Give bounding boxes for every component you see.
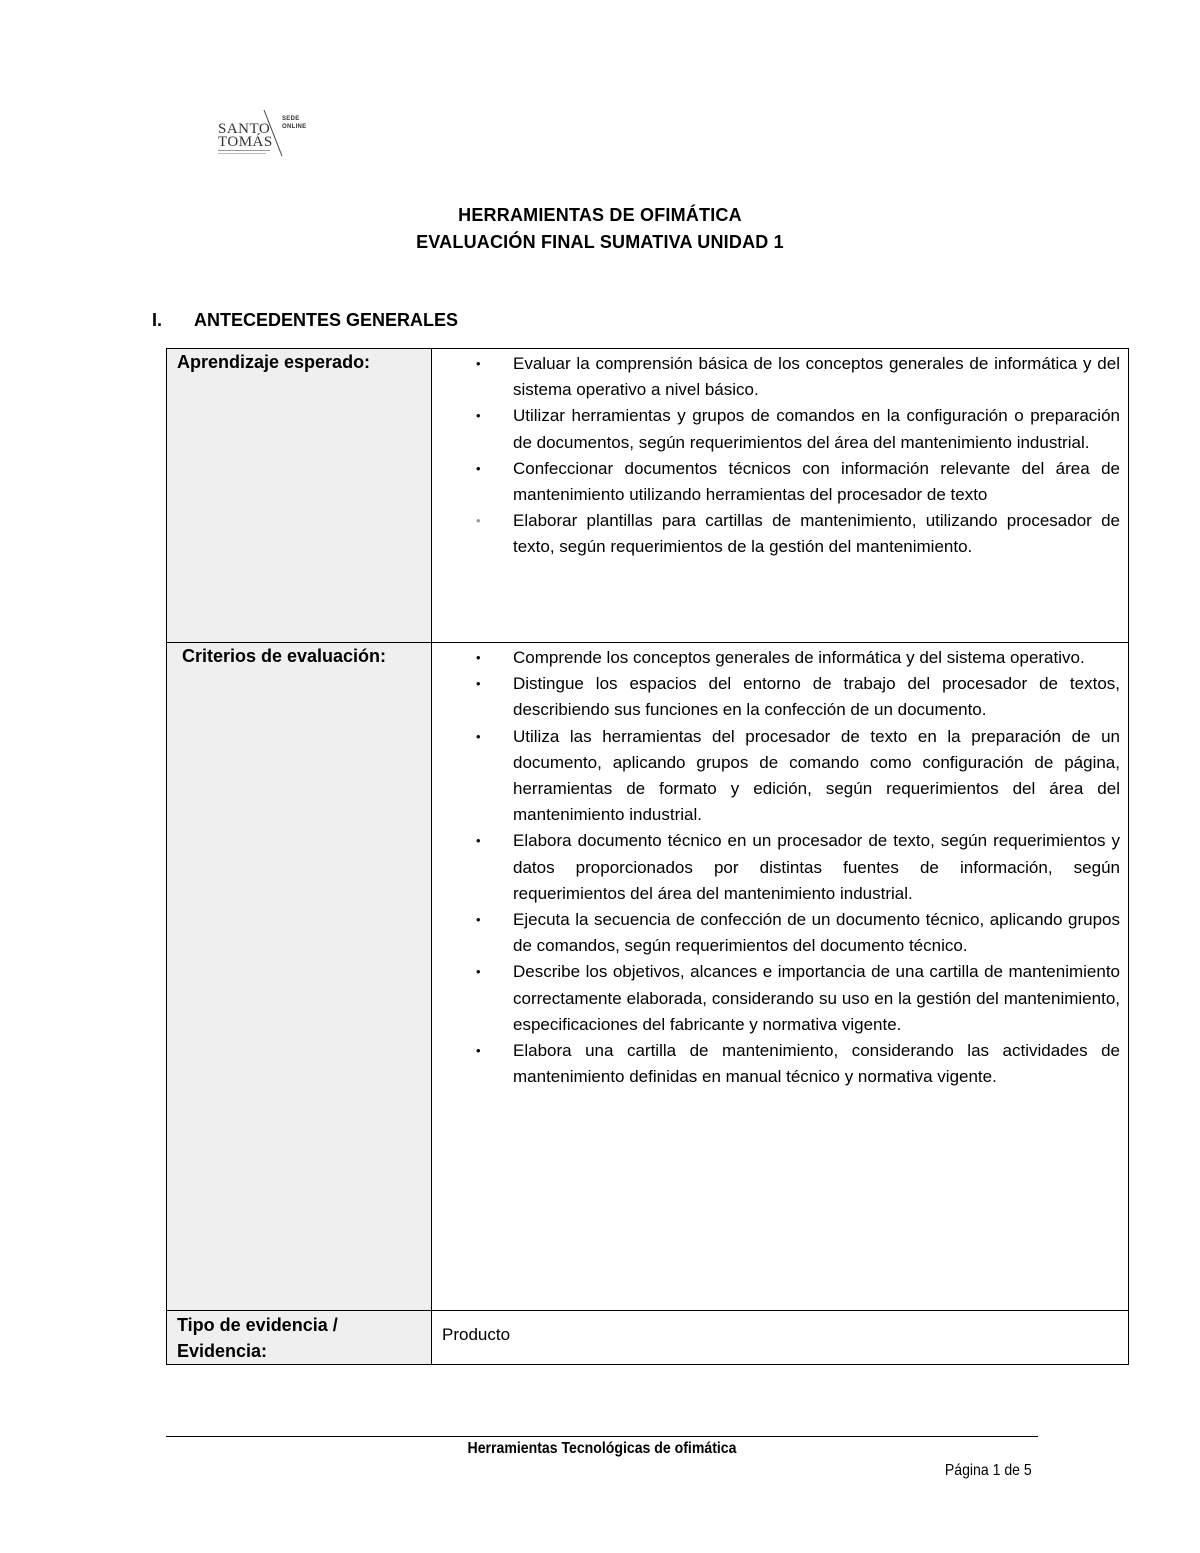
label-criterios: Criterios de evaluación: xyxy=(167,643,432,1311)
value-evidencia: Producto xyxy=(432,1311,1129,1365)
section-number: I. xyxy=(152,310,163,330)
bullet-icon: • xyxy=(476,833,481,849)
bullet-icon: • xyxy=(476,650,481,665)
institution-logo xyxy=(218,108,318,160)
list-item: • Elabora documento técnico en un procesador de texto, según requerimientos y datos proporcionados por distintas fuentes de información, según requerimientos del área del mantenimiento industrial. xyxy=(432,828,1120,907)
general-info-table xyxy=(166,348,1129,1365)
logo-sede-line2: ONLINE xyxy=(282,124,307,130)
bullet-icon: • xyxy=(476,676,481,692)
section-title: ANTECEDENTES GENERALES xyxy=(194,310,459,330)
aprendizaje-list xyxy=(432,351,1120,561)
list-item: • Utilizar herramientas y grupos de comandos en la configuración o preparación de documentos, según requerimientos del área del mantenimiento industrial. xyxy=(432,403,1120,455)
list-item: • Distingue los espacios del entorno de trabajo del procesador de textos, describiendo sus funciones en la confección de un documento. xyxy=(432,671,1120,723)
list-item: • Comprende los conceptos generales de informática y del sistema operativo. xyxy=(432,645,1120,671)
list-item: • Evaluar la comprensión básica de los conceptos generales de informática y del sistema operativo a nivel básico. xyxy=(432,351,1120,403)
content-aprendizaje xyxy=(432,349,1129,643)
bullet-icon: • xyxy=(476,460,481,476)
list-item: • Ejecuta la secuencia de confección de un documento técnico, aplicando grupos de comandos, según requerimientos del documento técnico. xyxy=(432,907,1120,959)
label-evidencia: Tipo de evidencia / Evidencia: xyxy=(167,1311,432,1365)
criterios-list xyxy=(432,645,1120,1090)
content-criterios xyxy=(432,643,1129,1311)
row-criterios xyxy=(167,643,1129,1311)
footer-divider xyxy=(166,1436,1038,1437)
list-item: • Elabora una cartilla de mantenimiento, considerando las actividades de mantenimiento definidas en manual técnico y normativa vigente. xyxy=(432,1038,1120,1090)
bullet-icon: • xyxy=(476,356,481,371)
bullet-icon: • xyxy=(476,408,481,424)
bullet-icon: • xyxy=(476,912,481,928)
footer-title: Herramientas Tecnológicas de ofimática xyxy=(467,1440,737,1457)
bullet-icon: • xyxy=(476,728,481,744)
list-item: • Confeccionar documentos técnicos con información relevante del área de mantenimiento utilizando herramientas del procesador de texto xyxy=(432,456,1120,508)
list-item: • Describe los objetivos, alcances e importancia de una cartilla de mantenimiento correctamente elaborada, considerando su uso en la gestión del mantenimiento, especificaciones del fabricante y normativa vigente. xyxy=(432,959,1120,1038)
list-item: • Utiliza las herramientas del procesador de texto en la preparación de un documento, aplicando grupos de comando como configuración de página, herramientas de formato y edición, según requerimientos del área del mantenimiento industrial. xyxy=(432,724,1120,829)
logo-brand-line2: TOMÁS xyxy=(218,134,273,150)
section-heading xyxy=(152,310,458,331)
document-subtitle: EVALUACIÓN FINAL SUMATIVA UNIDAD 1 xyxy=(416,232,784,252)
list-item: • Elaborar plantillas para cartillas de mantenimiento, utilizando procesador de texto, según requerimientos de la gestión del mantenimiento. xyxy=(432,508,1120,560)
page-number: Página 1 de 5 xyxy=(945,1462,1032,1479)
bullet-icon: • xyxy=(476,1043,481,1059)
logo-underline-2 xyxy=(218,153,266,154)
row-evidencia xyxy=(167,1311,1129,1365)
label-aprendizaje: Aprendizaje esperado: xyxy=(167,349,432,643)
row-aprendizaje xyxy=(167,349,1129,643)
logo-sede-line1: SEDE xyxy=(282,116,300,122)
bullet-icon: • xyxy=(476,964,481,980)
logo-brand-line1: SANTO xyxy=(218,121,271,137)
document-title: HERRAMIENTAS DE OFIMÁTICA xyxy=(458,205,742,225)
bullet-icon: • xyxy=(476,513,481,529)
